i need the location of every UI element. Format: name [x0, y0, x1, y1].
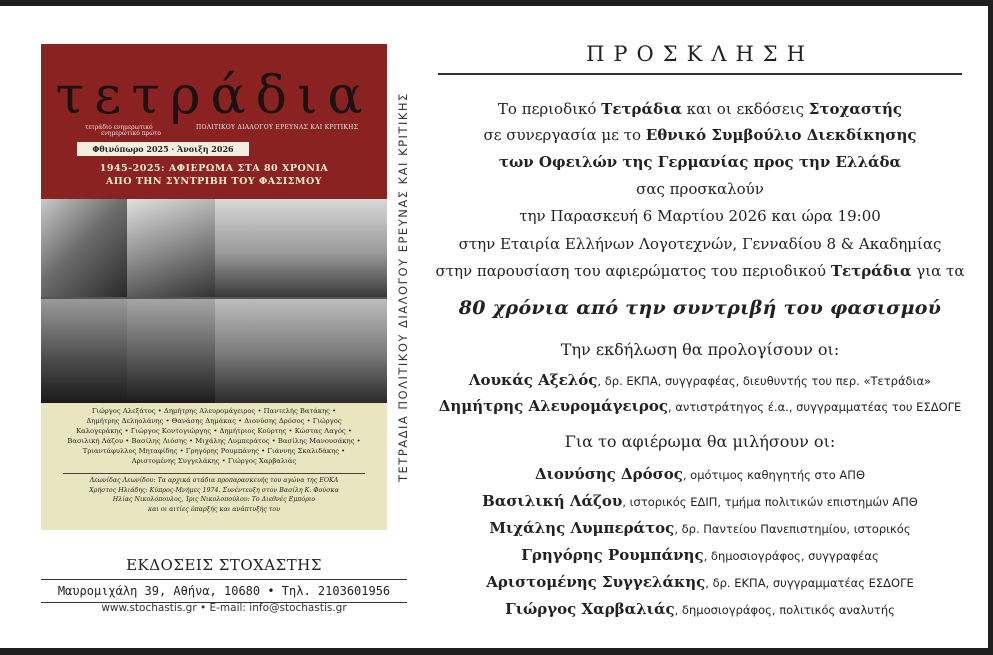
- invitation-line-2: [420, 126, 980, 144]
- photo-soldier: [41, 199, 127, 297]
- speakers-heading: Για το αφιέρωμα θα μιλήσουν οι:: [564, 432, 836, 451]
- cover-banner-line2: ΑΠΟ ΤΗΝ ΣΥΝΤΡΙΒΗ ΤΟΥ ΦΑΣΙΣΜΟΥ: [105, 176, 323, 187]
- text-span: Το περιοδικό: [497, 100, 602, 118]
- invitation-line-1: [420, 100, 980, 118]
- invitation-title: ΠΡΟΣΚΛΗΣΗ: [586, 42, 814, 66]
- event-venue: στην Εταιρία Ελλήνων Λογοτεχνών, Γενναδίου 8 & Ακαδημίας: [458, 235, 942, 253]
- cover-article-line: Χρήστος Ηλιάδης: Κύπρος-Μνήμες 1974. Συνέντευξη στον Βασίλη Κ. Φούσκα: [89, 486, 339, 494]
- publisher-web: www.stochastis.gr • E-mail: info@stochastis.gr: [101, 602, 347, 614]
- cover-article-line: Λεωνίδας Λεωνίδου: Τα αρχικά στάδια προπαρασκευής του αγώνα της ΕΟΚΑ: [89, 477, 339, 484]
- publisher-address: Μαυρομιχάλη 39, Αθήνα, 10680 • Τηλ. 2103601956: [41, 579, 407, 603]
- bottom-border: [0, 648, 993, 655]
- cover-author-line: Δημήτρης Δεληολάνης • Θανάσης Δημάκας • Διονύσης Δρόσος • Γιώργος: [86, 417, 342, 425]
- speaker-name: Διονύσης Δρόσος: [535, 465, 683, 483]
- photo-fighter: [127, 199, 215, 297]
- photo-portrait-1: [41, 299, 127, 403]
- event-date-time: την Παρασκευή 6 Μαρτίου 2026 και ώρα 19:00: [519, 207, 881, 225]
- speaker-name: Δημήτρης Αλευρομάγειρος: [438, 397, 669, 415]
- invitation-line-7: [420, 262, 980, 280]
- text-span: σε συνεργασία με το: [483, 126, 646, 144]
- invitation-title-rule: [438, 73, 962, 75]
- cover-tagline-left-1: τετράδιο ενημερωτικό: [85, 124, 153, 131]
- speaker: [420, 572, 980, 591]
- speaker-role: , αντιστράτηγος έ.α., συγγραμματέας του ΕΣΔΟΓΕ: [668, 400, 962, 414]
- invitation-line-4: σας προσκαλούν: [636, 180, 764, 198]
- speaker-name: Γιώργος Χαρβαλιάς: [505, 600, 675, 618]
- publisher-name-inline: Στοχαστής: [808, 100, 903, 118]
- invitation-line-3: [420, 153, 980, 171]
- magazine-name: Τετράδια: [601, 100, 682, 118]
- speaker-name: Λουκάς Αξελός: [468, 371, 598, 389]
- text-span: στην παρουσίαση του αφιερώματος του περιοδικού: [435, 262, 831, 280]
- right-border: [988, 0, 993, 655]
- cover-banner-line1: 1945-2025: ΑΦΙΕΡΩΜΑ ΣΤΑ 80 ΧΡΟΝΙΑ: [99, 163, 329, 174]
- publisher-name: ΕΚΔΟΣΕΙΣ ΣΤΟΧΑΣΤΗΣ: [126, 556, 322, 574]
- prologue-heading: Την εκδήλωση θα προλογίσουν οι:: [560, 340, 840, 359]
- cover-author-line: Γιώργος Αλεξάτος • Δημήτρης Αλευρομάγειρος • Παντελής Βατάκης •: [91, 407, 337, 415]
- cover-authors: [49, 406, 379, 466]
- cover-author-line: Τριαντάφυλλος Μηταφίδης • Γρηγόρης Ρουμπάνης • Γιάννης Σκαλιδάκης •: [82, 447, 346, 455]
- event-headline: 80 χρόνια από την συντριβή του φασισμού: [458, 297, 942, 319]
- prologue-speaker: [420, 370, 980, 389]
- speaker: [420, 545, 980, 564]
- photo-portrait-2: [127, 299, 215, 403]
- speaker-role: , δημοσιογράφος, συγγραφέας: [703, 549, 879, 563]
- cover-author-line: Καλογεράκης • Γιώργος Κοντογιώργης • Δημήτριος Κούρτης • Κώστας Λαγός •: [76, 427, 352, 435]
- text-span: και οι εκδόσεις: [681, 100, 809, 118]
- cover-season: Φθινόπωρο 2025 · Άνοιξη 2026: [77, 142, 249, 156]
- speaker: [420, 599, 980, 618]
- cover-masthead: τετράδια: [55, 66, 373, 126]
- cover-header: [41, 44, 387, 199]
- speaker-name: Γρηγόρης Ρουμπάνης: [521, 546, 704, 564]
- speaker-role: , δρ. Παντείου Πανεπιστημίου, ιστορικός: [674, 522, 911, 536]
- cover-tagline-left-2: ενημερωτικό πρώτο: [101, 130, 162, 137]
- speaker-role: , δημοσιογράφος, πολιτικός αναλυτής: [674, 603, 895, 617]
- speaker: [420, 491, 980, 510]
- cover-spine-text: ΤΕΤΡΑΔΙΑ ΠΟΛΙΤΙΚΟΥ ΔΙΑΛΟΓΟΥ ΕΡΕΥΝΑΣ ΚΑΙ ΚΡΙΤΙΚΗΣ: [396, 92, 410, 482]
- photo-reichstag-flag: [215, 199, 387, 297]
- speaker-role: , ιστορικός ΕΔΙΠ, τμήμα πολιτικών επιστημών ΑΠΘ: [622, 495, 918, 509]
- cover-articles: [55, 476, 373, 514]
- cover-author-line: Αριστομένης Συγγελάκης • Γιώργος Χαρβαλιάς: [131, 457, 297, 465]
- cover-photo-collage: [41, 199, 387, 403]
- photo-yalta-conference: [215, 299, 387, 403]
- speaker-role: , ομότιμος καθηγητής στο ΑΠΘ: [682, 468, 865, 482]
- cover-divider: [63, 473, 365, 474]
- speaker-name: Αριστομένης Συγγελάκης: [486, 573, 706, 591]
- cover-author-line: Βασιλική Λάζου • Βασίλης Λιόσης • Μιχάλης Λυμπεράτος • Βασίλης Μανουσάκης •: [67, 437, 361, 445]
- speaker-role: , δρ. ΕΚΠΑ, συγγραμματέας ΕΣΔΟΓΕ: [705, 576, 914, 590]
- speaker: [420, 518, 980, 537]
- speaker-name: Βασιλική Λάζου: [482, 492, 623, 510]
- council-name-cont: των Οφειλών της Γερμανίας προς την Ελλάδα: [498, 153, 902, 171]
- text-span: για τα: [911, 262, 965, 280]
- cover-article-line: Ηλίας Νικολόπουλος, Ίρις Νικολοπούλου: Το Διεθνές Εμπόριο: [112, 496, 316, 504]
- speaker: [420, 464, 980, 483]
- speaker-role: , δρ. ΕΚΠΑ, συγγραφέας, διευθυντής του περ. «Τετράδια»: [597, 374, 932, 388]
- speaker-name: Μιχάλης Λυμπεράτος: [489, 519, 675, 537]
- cover-article-line: και οι αιτίες ύπαρξής και ανάπτυξής του: [148, 505, 280, 513]
- magazine-name: Τετράδια: [830, 262, 912, 280]
- council-name: Εθνικό Συμβούλιο Διεκδίκησης: [645, 126, 917, 144]
- cover-banner: [41, 162, 387, 188]
- magazine-cover: [41, 44, 387, 530]
- top-border: [0, 0, 993, 6]
- cover-tagline-right: ΠΟΛΙΤΙΚΟΥ ΔΙΑΛΟΓΟΥ ΕΡΕΥΝΑΣ ΚΑΙ ΚΡΙΤΙΚΗΣ: [196, 124, 359, 131]
- prologue-speaker: [420, 396, 980, 415]
